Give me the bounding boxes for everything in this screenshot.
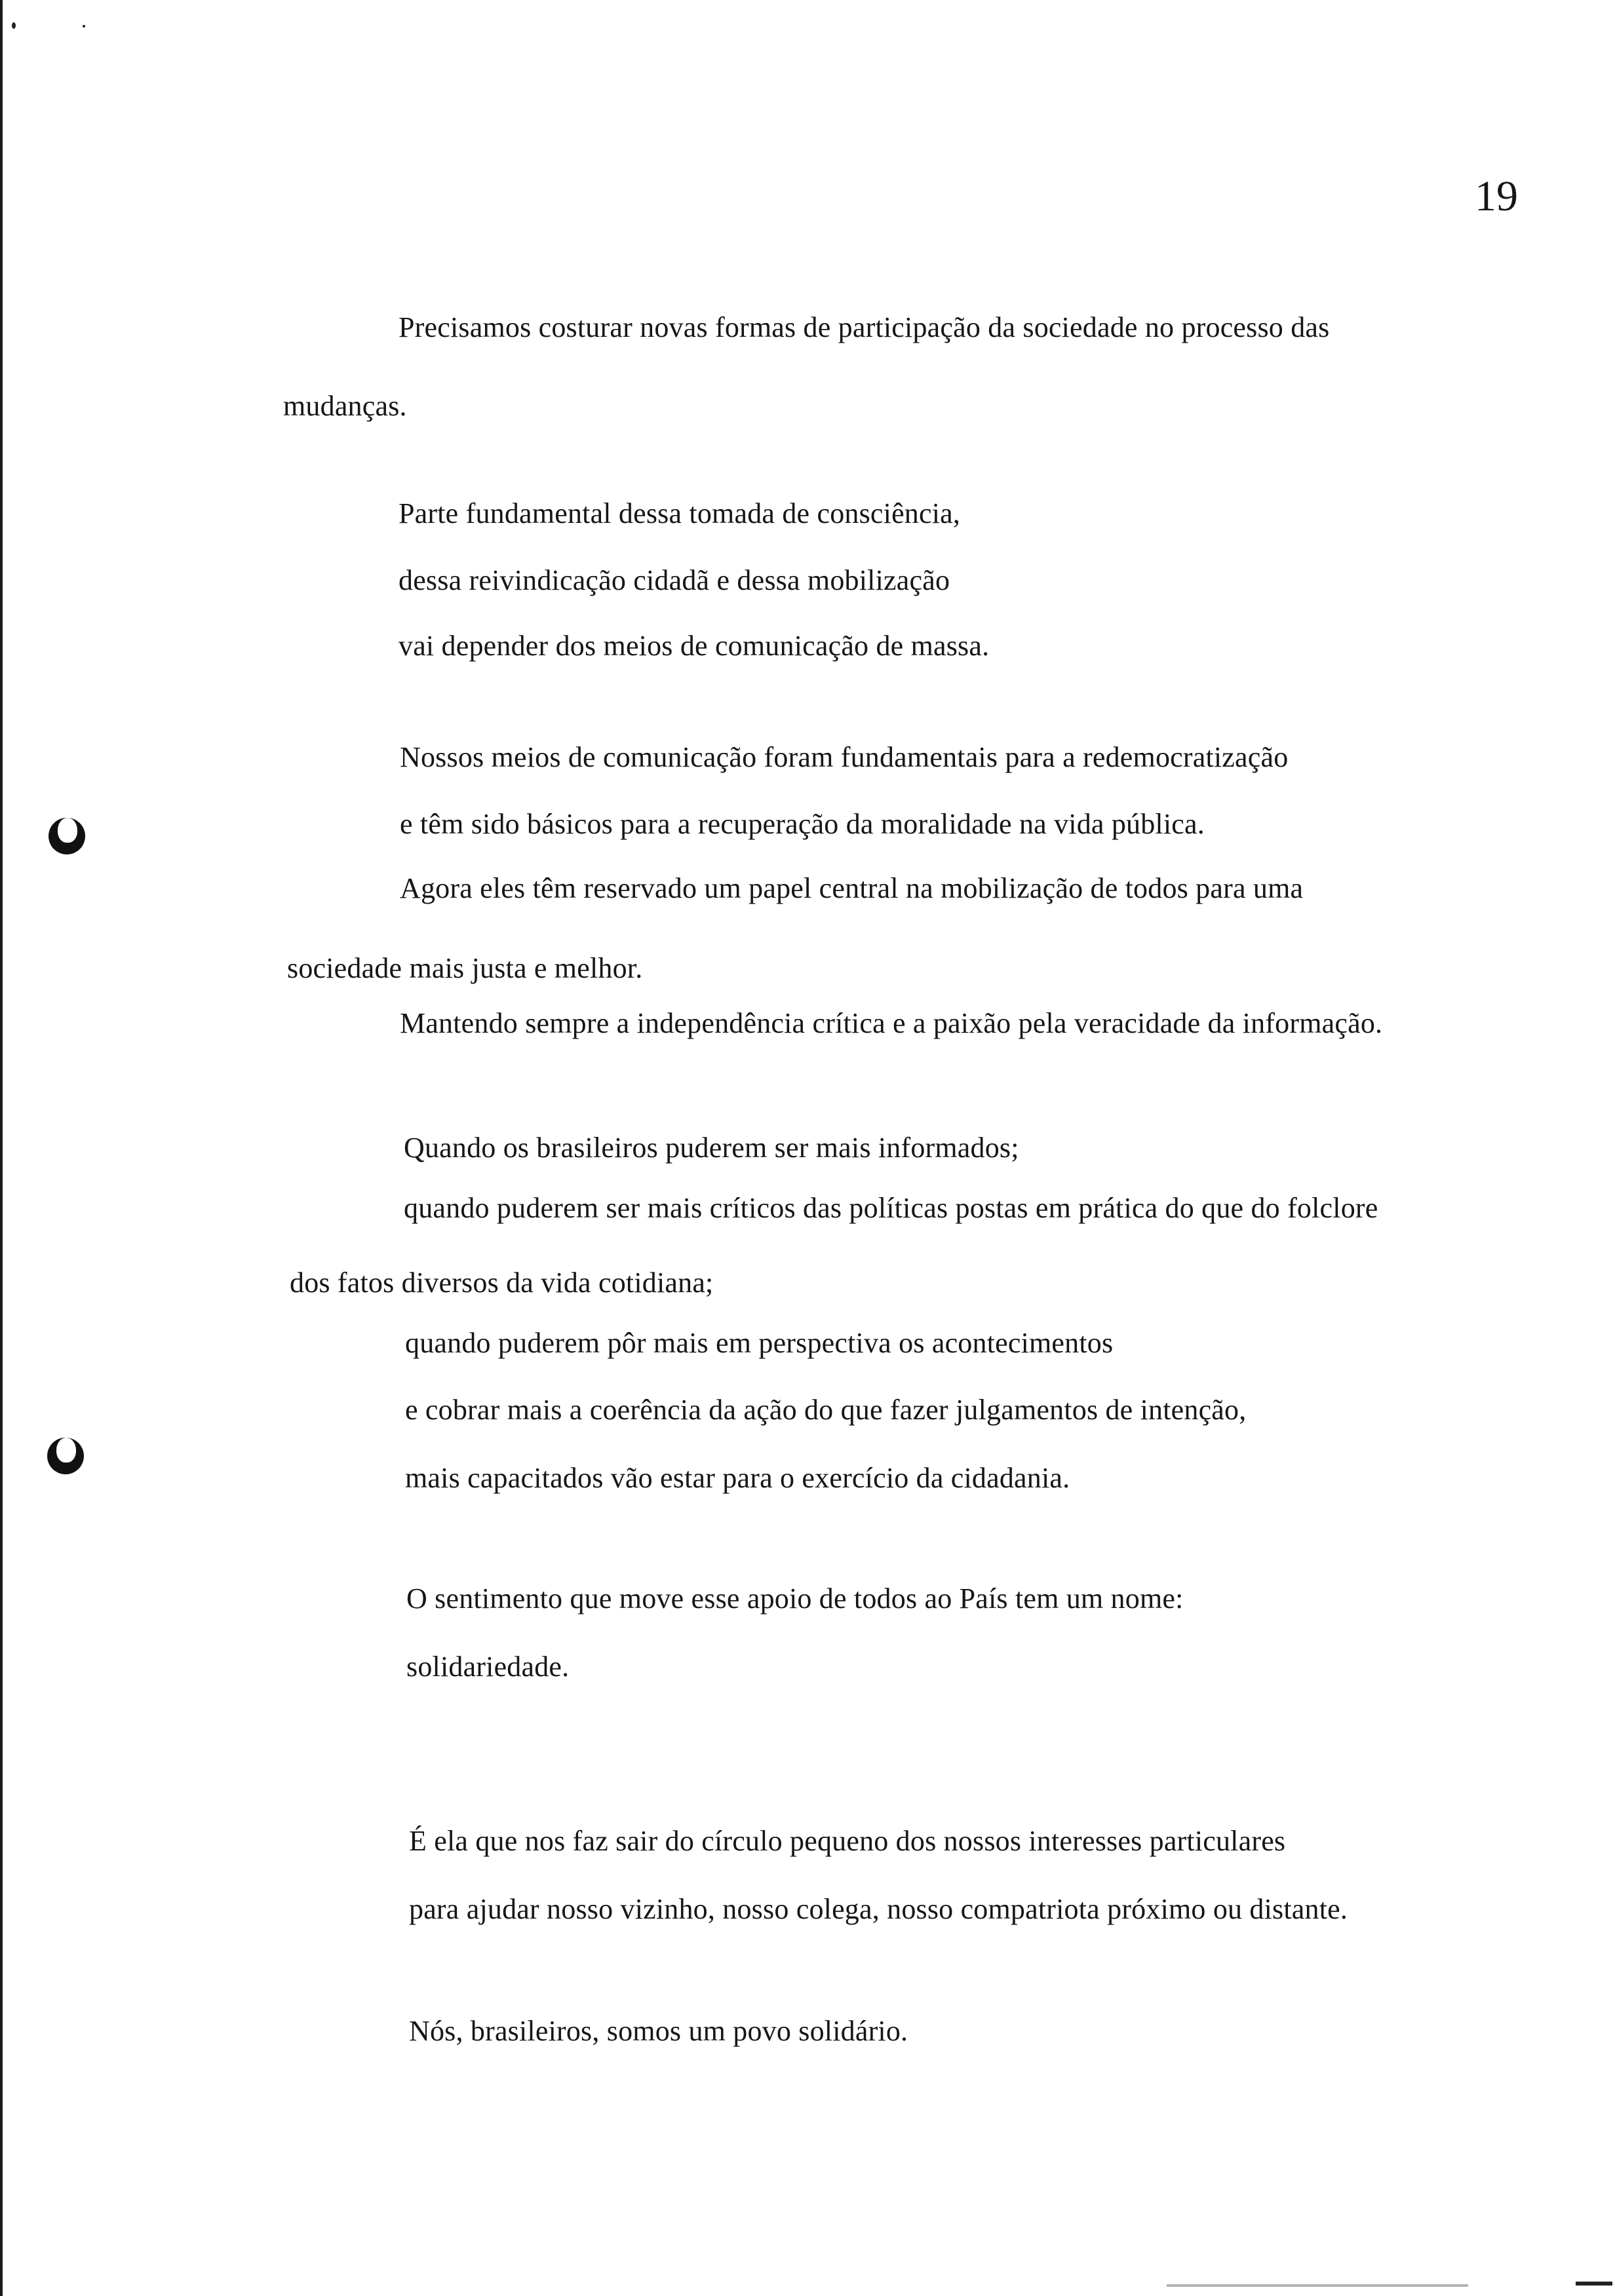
punch-hole-icon	[49, 818, 85, 854]
text-line: para ajudar nosso vizinho, nosso colega, nosso compatriota próximo ou distante.	[409, 1893, 1348, 1925]
scan-speck	[12, 22, 16, 29]
text-line: Nós, brasileiros, somos um povo solidário.	[409, 2015, 908, 2047]
text-line: e têm sido básicos para a recuperação da moralidade na vida pública.	[400, 808, 1205, 840]
text-line: quando puderem ser mais críticos das políticas postas em prática do que do folclore	[404, 1192, 1378, 1224]
text-line: mudanças.	[283, 390, 407, 422]
text-line: mais capacitados vão estar para o exercício da cidadania.	[405, 1462, 1070, 1494]
text-line: Precisamos costurar novas formas de participação da sociedade no processo das	[399, 311, 1330, 343]
text-line: sociedade mais justa e melhor.	[287, 952, 643, 984]
text-line: Mantendo sempre a independência crítica e a paixão pela veracidade da informação.	[400, 1007, 1383, 1039]
text-line: É ela que nos faz sair do círculo pequeno dos nossos interesses particulares	[409, 1825, 1286, 1857]
text-line: vai depender dos meios de comunicação de massa.	[399, 630, 990, 662]
scan-speck	[83, 25, 85, 28]
text-line: e cobrar mais a coerência da ação do que fazer julgamentos de intenção,	[405, 1394, 1247, 1426]
text-line: Agora eles têm reservado um papel central na mobilização de todos para uma	[400, 872, 1304, 904]
page-number: 19	[1475, 172, 1518, 220]
punch-hole-icon	[47, 1438, 84, 1474]
text-line: Parte fundamental dessa tomada de consciência,	[399, 497, 961, 529]
scan-noise	[1576, 2282, 1612, 2286]
text-line: solidariedade.	[406, 1651, 570, 1683]
scan-left-edge	[0, 0, 3, 2296]
text-line: dos fatos diversos da vida cotidiana;	[290, 1267, 714, 1299]
text-line: Nossos meios de comunicação foram fundamentais para a redemocratização	[400, 741, 1289, 773]
text-line: Quando os brasileiros puderem ser mais informados;	[404, 1132, 1019, 1164]
scan-noise	[1167, 2284, 1468, 2287]
text-line: quando puderem pôr mais em perspectiva os acontecimentos	[405, 1327, 1114, 1359]
text-line: dessa reivindicação cidadã e dessa mobilização	[399, 564, 950, 596]
text-line: O sentimento que move esse apoio de todos ao País tem um nome:	[406, 1582, 1184, 1615]
